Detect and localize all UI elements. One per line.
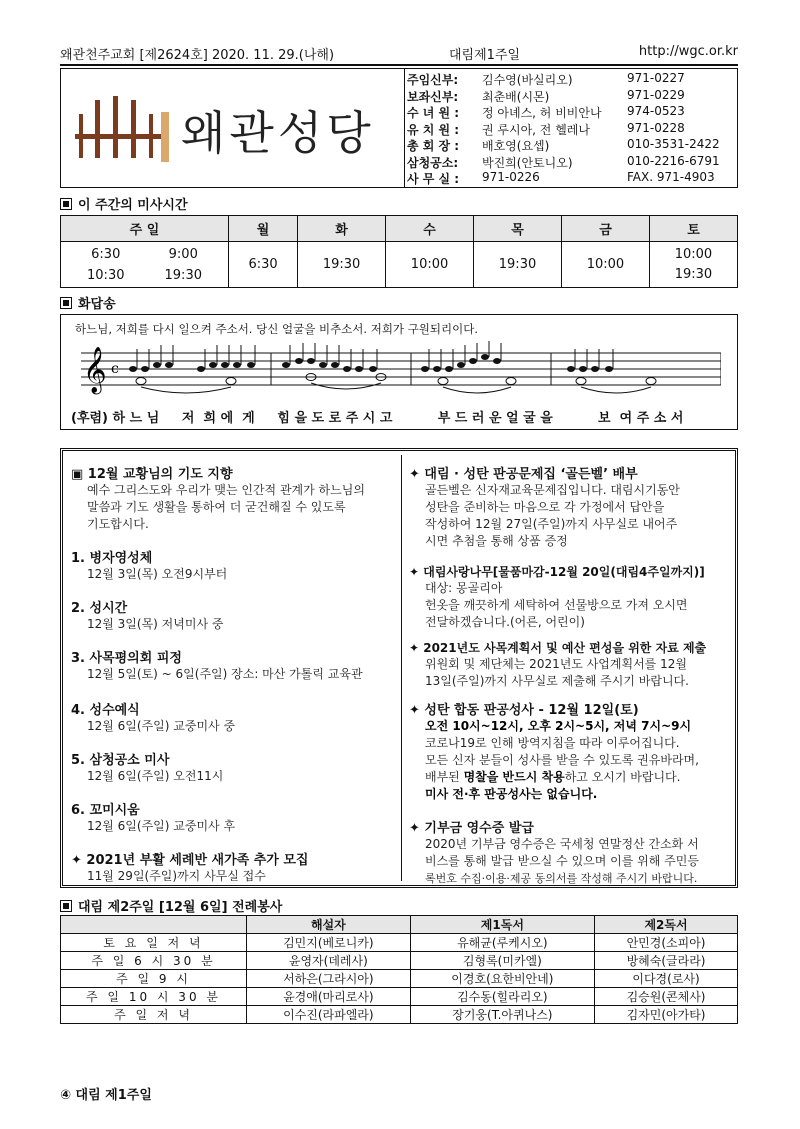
psalm-response-text: 하느님, 저희를 다시 일으켜 주소서. 당신 얼굴을 비추소서. 저희가 구원되리이다.	[75, 322, 479, 336]
header-sunday: 주 일	[61, 216, 229, 242]
liturgy-service-table	[60, 915, 738, 1024]
header-box	[60, 68, 738, 188]
publication-info: 왜관천주교회 [제2624호] 2020. 11. 29.(나해)	[60, 48, 335, 63]
header-first-reading: 제1독서	[410, 916, 594, 934]
table-row: 토 요 일 저 녁 김민지(베로니카) 유해균(루케시오) 안민경(소피아)	[61, 934, 738, 952]
monday-time: 6:30	[229, 242, 298, 288]
svg-text:c: c	[111, 361, 119, 377]
staff-row: 삼청공소: 박진희(안토니오) 010-2216-6791	[407, 153, 720, 170]
psalm-title: 화답송	[60, 293, 116, 312]
logo-area	[61, 69, 405, 187]
liturgical-week: 대림제1주일	[449, 48, 521, 63]
advent-tree-notice: ✦ 대림사랑나무[물품마감-12월 20일(대림4주일까지)] 대상: 몽골리아 헌옷을 깨끗하게 세탁하여 선물방으로 가져 오시면 전달하겠습니다.(어른, 어린이)	[409, 565, 705, 629]
liturgy-service-title: 대림 제2주일 [12월 6일] 전례봉사	[60, 896, 282, 915]
parish-logo-icon	[75, 94, 171, 164]
table-row: 주 일 저 녁 이수진(라파엘라) 장기웅(T.아퀴나스) 김자민(아가타)	[61, 1006, 738, 1024]
notice-item: ✦ 2021년 부활 세례반 새가족 추가 모집 11월 29일(주일)까지 사무실 접수	[71, 853, 309, 883]
header-thursday: 목	[474, 216, 562, 242]
notices-board	[60, 448, 738, 888]
mass-times-title: 이 주간의 미사시간	[60, 194, 188, 213]
svg-text:𝄞: 𝄞	[83, 347, 107, 393]
table-row: 주 일 10 시 30 분 윤경애(마리로사) 김수동(힐라리오) 김승원(콘체사)	[61, 988, 738, 1006]
staff-directory	[407, 71, 737, 187]
column-divider	[401, 455, 402, 881]
parish-name: 왜관성당	[181, 106, 375, 160]
notice-item: 1. 병자영성체 12월 3일(목) 오전9시부터	[71, 551, 228, 581]
masthead	[60, 44, 738, 64]
wednesday-time: 10:00	[386, 242, 474, 288]
staff-row: 사 무 실 : 971-0226 FAX. 971-4903	[407, 170, 715, 186]
psalm-lyrics: (후렴) 하 느 님 저 희 에 게 힘 을 도 로 주 시 고 부 드 러 운 얼 굴 을 보 여 주 소 서	[71, 411, 684, 426]
header-monday: 월	[229, 216, 298, 242]
notice-item: 4. 성수예식 12월 6일(주일) 교중미사 중	[71, 703, 236, 733]
staff-row: 주임신부: 김수영(바실리오) 971-0227	[407, 71, 685, 87]
music-staff-icon	[81, 339, 721, 405]
staff-row: 총 회 장 : 배호영(요셉) 010-3531-2422	[407, 137, 720, 153]
confession-notice: ✦ 성탄 합동 판공성사 - 12월 12일(토) 오전 10시~12시, 오후 2시~5시, 저녁 7시~9시 코로나19로 인해 방역지침을 따라 이루어집니다. 모든 신자 분들이 성사를 받을 수 있도록 권유바라며, 배부된 명찰을 반드시 착용하고 오시기 바랍니다. 미사 전·후 판공성사는 없습니다.	[409, 703, 699, 801]
header-slot	[61, 916, 247, 934]
notice-item: 6. 꼬미시움 12월 6일(주일) 교중미사 후	[71, 803, 236, 833]
table-row: 주 일 9 시 서하은(그라시아) 이경호(요한비안네) 이다경(로사)	[61, 970, 738, 988]
header-saturday: 토	[649, 216, 737, 242]
pastoral-plan-notice: ✦ 2021년도 사목계획서 및 예산 편성을 위한 자료 제출 위원회 및 제단체는 2021년도 사업계획서를 12월 13일(주일)까지 사무실로 제출해 주시기 바랍니다.	[409, 641, 707, 688]
notice-item: 5. 삼청공소 미사 12월 6일(주일) 오전11시	[71, 753, 224, 783]
saturday-times: 10:00 19:30	[649, 242, 737, 288]
header-commentator: 해설자	[247, 916, 411, 934]
header-wednesday: 수	[386, 216, 474, 242]
friday-time: 10:00	[561, 242, 649, 288]
table-row: 주 일 6 시 30 분 윤영자(데레사) 김형록(미카엘) 방혜숙(글라라)	[61, 952, 738, 970]
header-friday: 금	[561, 216, 649, 242]
tuesday-time: 19:30	[298, 242, 386, 288]
header-tuesday: 화	[298, 216, 386, 242]
staff-row: 보좌신부: 최춘배(시몬) 971-0229	[407, 87, 685, 104]
donation-receipt-notice: ✦ 기부금 영수증 발급 2020년 기부금 영수증은 국세청 연말정산 간소화 서 비스를 통해 발급 받으실 수 있으며 이를 위해 주민등 록번호 수집·이용·제공 동의서를 작성해 주시기 바랍니다.	[409, 821, 699, 885]
sunday-times: 6:30 9:00 10:30 19:30	[61, 242, 229, 288]
notice-item: 3. 사목평의회 피정 12월 5일(토) ~ 6일(주일) 장소: 마산 가톨릭 교육관	[71, 651, 363, 681]
masthead-rule	[60, 64, 738, 66]
prayer-intention: ▣ 12월 교황님의 기도 지향 예수 그리스도와 우리가 맺는 인간적 관계가 하느님의 말씀과 기도 생활을 통하여 더 굳건해질 수 있도록 기도합시다.	[71, 467, 365, 531]
page-footer: ④ 대림 제1주일	[60, 1088, 152, 1103]
notice-item: 2. 성시간 12월 3일(목) 저녁미사 중	[71, 601, 224, 631]
thursday-time: 19:30	[474, 242, 562, 288]
golden-bell-notice: ✦ 대림 · 성탄 판공문제집 ‘골든벨’ 배부 골든벨은 신자재교육문제집입니다. 대림시기동안 성탄을 준비하는 마음으로 각 가정에서 답안을 작성하여 12월 27일(주일)까지 사무실로 내어주 시면 추첨을 통해 상품 증정	[409, 467, 680, 548]
website-link[interactable]: http://wgc.or.kr	[638, 44, 738, 59]
staff-row: 수 녀 원 : 정 아녜스, 허 비비안나 974-0523	[407, 104, 685, 120]
responsorial-psalm-box	[60, 314, 738, 430]
mass-schedule-table	[60, 215, 738, 288]
staff-row: 유 치 원 : 권 루시아, 전 헬레나 971-0228	[407, 120, 685, 137]
header-second-reading: 제2독서	[595, 916, 738, 934]
